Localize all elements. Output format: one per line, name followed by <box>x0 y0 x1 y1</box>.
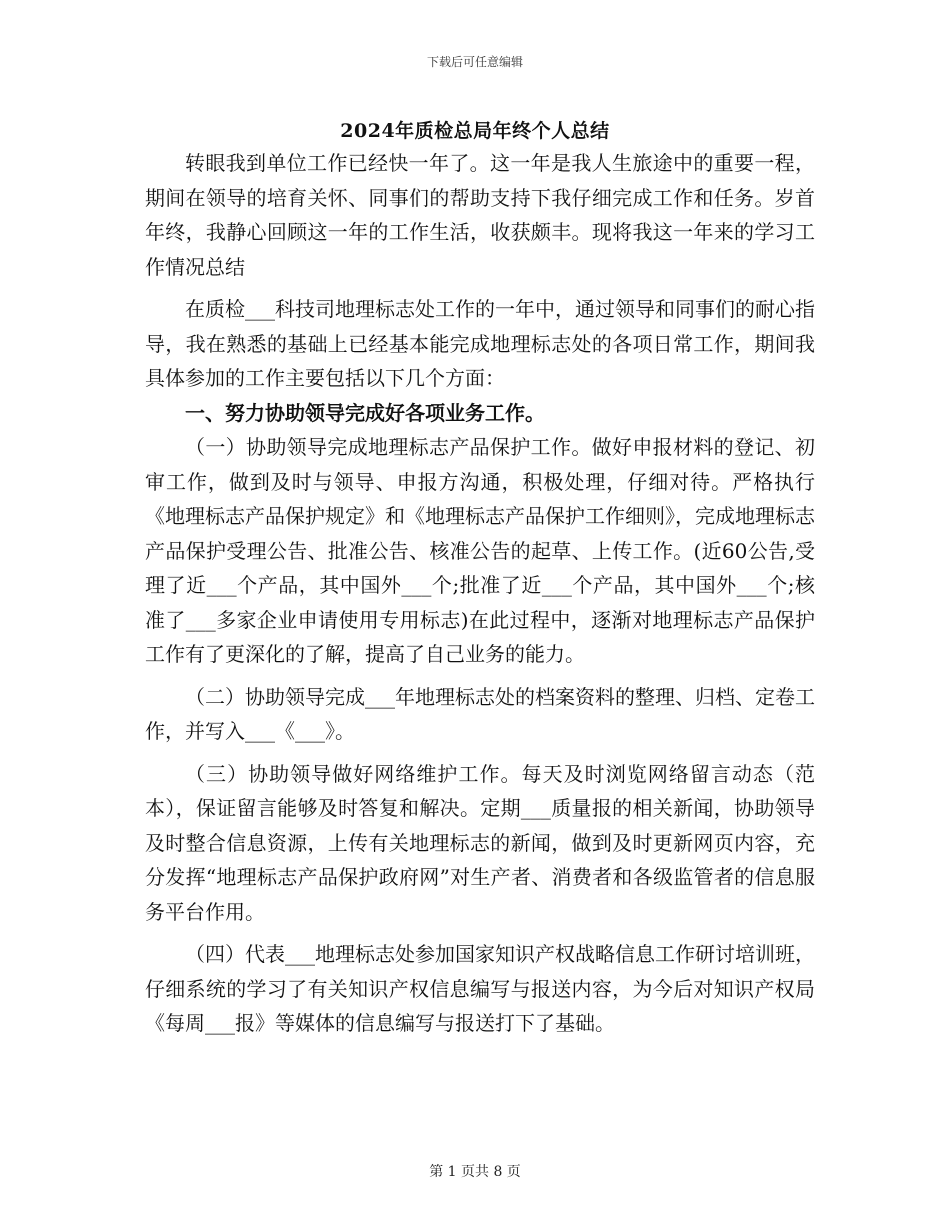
section-1-heading: 一、努力协助领导完成好各项业务工作。 <box>185 400 545 425</box>
document-body <box>145 146 815 1041</box>
section-1-item-4: （四）代表___地理标志处参加国家知识产权战略信息工作研讨培训班，仔细系统的学习了有关知识产权信息编写与报送内容，为今后对知识产权局《每周___报》等媒体的信息编写与报送打下了基础。 <box>145 942 815 1035</box>
document-title: 2024年质检总局年终个人总结 <box>340 120 610 142</box>
page-header-note: 下载后可任意编辑 <box>426 55 523 69</box>
section-1-item-2: （二）协助领导完成___年地理标志处的档案资料的整理、归档、定卷工作，并写入___《___》。 <box>145 684 815 743</box>
section-1-item-3: （三）协助领导做好网络维护工作。每天及时浏览网络留言动态（范本），保证留言能够及时答复和解决。定期___质量报的相关新闻，协助领导及时整合信息资源，上传有关地理标志的新闻，做到及时更新网页内容，充分发挥“地理标志产品保护政府网”对生产者、消费者和各级监管者的信息服务平台作用。 <box>145 761 815 924</box>
overview-paragraph: 在质检___科技司地理标志处工作的一年中，通过领导和同事们的耐心指导，我在熟悉的基础上已经基本能完成地理标志处的各项日常工作，期间我具体参加的工作主要包括以下几个方面： <box>145 297 815 390</box>
section-1-item-1: （一）协助领导完成地理标志产品保护工作。做好申报材料的登记、初审工作，做到及时与领导、申报方沟通，积极处理，仔细对待。严格执行《地理标志产品保护规定》和《地理标志产品保护工作细则》，完成地理标志产品保护受理公告、批准公告、核准公告的起草、上传工作。(近60公告,受理了近___个产品，其中国外___个;批准了近___个产品，其中国外___个;核准了___多家企业申请使用专用标志)在此过程中，逐渐对地理标志产品保护工作有了更深化的了解，提高了自己业务的能力。 <box>145 435 815 666</box>
page-footer-number: 第 1 页共 8 页 <box>429 1164 521 1180</box>
intro-paragraph: 转眼我到单位工作已经快一年了。这一年是我人生旅途中的重要一程，期间在领导的培育关怀、同事们的帮助支持下我仔细完成工作和任务。岁首年终，我静心回顾这一年的工作生活，收获颇丰。现将我这一年来的学习工作情况总结 <box>145 151 815 279</box>
